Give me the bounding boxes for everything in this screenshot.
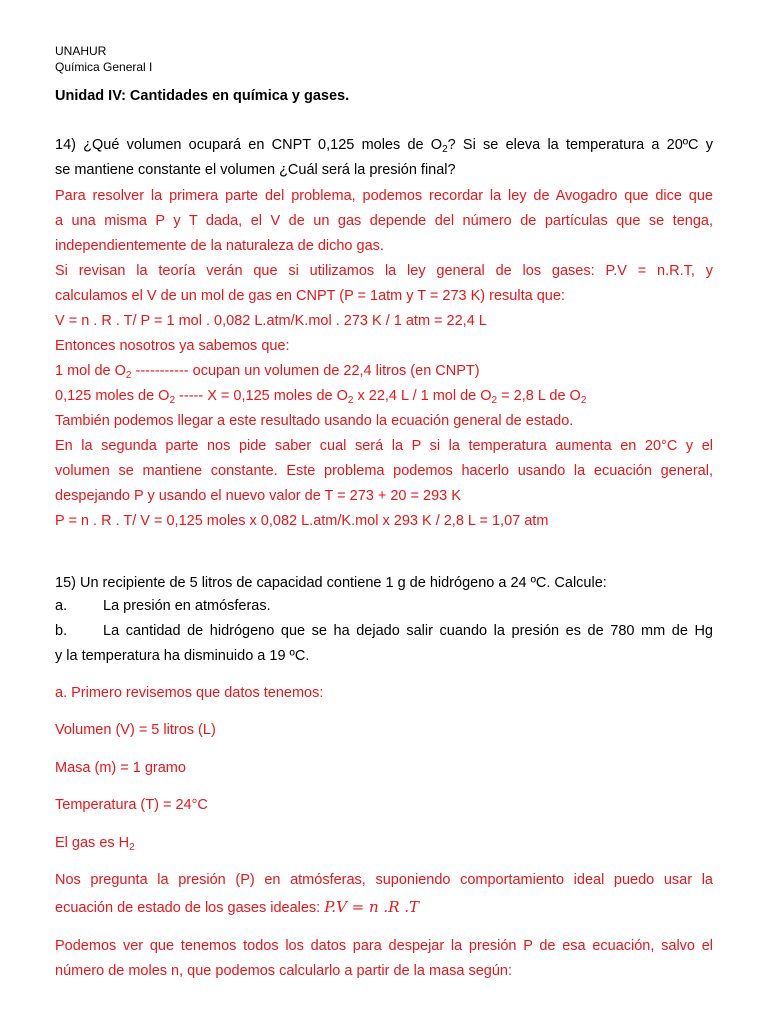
- data-volume: Volumen (V) = 5 litros (L): [55, 722, 216, 738]
- data-temperature: Temperatura (T) = 24°C: [55, 797, 208, 813]
- answer-line: Si revisan la teoría verán que si utilizamos la ley general de los gases: P.V = n.R.T, y: [55, 263, 713, 279]
- problem15-question: 15) Un recipiente de 5 litros de capacidad contiene 1 g de hidrógeno a 24 ºC. Calcule:: [55, 575, 607, 591]
- formula-line: P = n . R . T/ V = 0,125 moles x 0,082 L.atm/K.mol x 293 K / 2,8 L = 1,07 atm: [55, 513, 549, 529]
- stoichiometry-line: 1 mol de $O_2$ ----------- ocupan un volumen de 22,4 litros (en CNPT): [55, 363, 480, 381]
- answer-line: despejando P y usando el nuevo valor de T = 273 + 20 = 293 K: [55, 488, 461, 504]
- ideal-gas-equation: P.V = n .R .T: [324, 898, 420, 916]
- problem15-item-a: a. La presión en atmósferas.: [55, 598, 271, 614]
- answer-line: Para resolver la primera parte del problema, podemos recordar la ley de Avogadro que dice que: [55, 188, 713, 204]
- answer-line: En la segunda parte nos pide saber cual será la P si la temperatura aumenta en 20°C y el: [55, 438, 713, 454]
- problem14-question-line2: se mantiene constante el volumen ¿Cuál será la presión final?: [55, 162, 456, 178]
- data-gas: El gas es $H_2$: [55, 835, 135, 853]
- formula-line: V = n . R . T/ P = 1 mol . 0,082 L.atm/K.mol . 273 K / 1 atm = 22,4 L: [55, 313, 487, 329]
- unit-title: Unidad IV: Cantidades en química y gases.: [55, 88, 350, 104]
- answer-line: independientemente de la naturaleza de dicho gas.: [55, 238, 384, 254]
- data-mass: Masa (m) = 1 gramo: [55, 760, 186, 776]
- solution-line: número de moles n, que podemos calcularlo a partir de la masa según:: [55, 963, 513, 979]
- course-name: Química General I: [55, 60, 153, 74]
- ideal-gas-equation-line: ecuación de estado de los gases ideales: P.V = n .R .T: [55, 898, 420, 916]
- institution-name: UNAHUR: [55, 44, 107, 58]
- solution-line: Nos pregunta la presión (P) en atmósferas, suponiendo comportamiento ideal puedo usar la: [55, 872, 713, 888]
- answer-line: calculamos el V de un mol de gas en CNPT (P = 1atm y T = 273 K) resulta que:: [55, 288, 565, 304]
- answer-line: volumen se mantiene constante. Este problema podemos hacerlo usando la ecuación general,: [55, 463, 713, 479]
- answer-line: Entonces nosotros ya sabemos que:: [55, 338, 290, 354]
- solution-line: Podemos ver que tenemos todos los datos para despejar la presión P de esa ecuación, salvo el: [55, 938, 713, 954]
- answer-line: También podemos llegar a este resultado usando la ecuación general de estado.: [55, 413, 574, 429]
- solution-line: a. Primero revisemos que datos tenemos:: [55, 685, 324, 701]
- problem15-item-b-cont: y la temperatura ha disminuido a 19 ºC.: [55, 648, 310, 664]
- problem14-question-line1: 14) ¿Qué volumen ocupará en CNPT 0,125 moles de $O_2$? Si se eleva la temperatura a 20ºC y: [55, 137, 713, 155]
- stoichiometry-line: 0,125 moles de $O_2$ ----- X = 0,125 moles de $O_2$ x 22,4 L / 1 mol de $O_2 = 2,8$ L de $O_2$: [55, 388, 587, 406]
- answer-line: a una misma P y T dada, el V de un gas depende del número de partículas que se tenga,: [55, 213, 713, 229]
- problem15-item-b: b. La cantidad de hidrógeno que se ha dejado salir cuando la presión es de 780 mm de Hg: [55, 623, 713, 639]
